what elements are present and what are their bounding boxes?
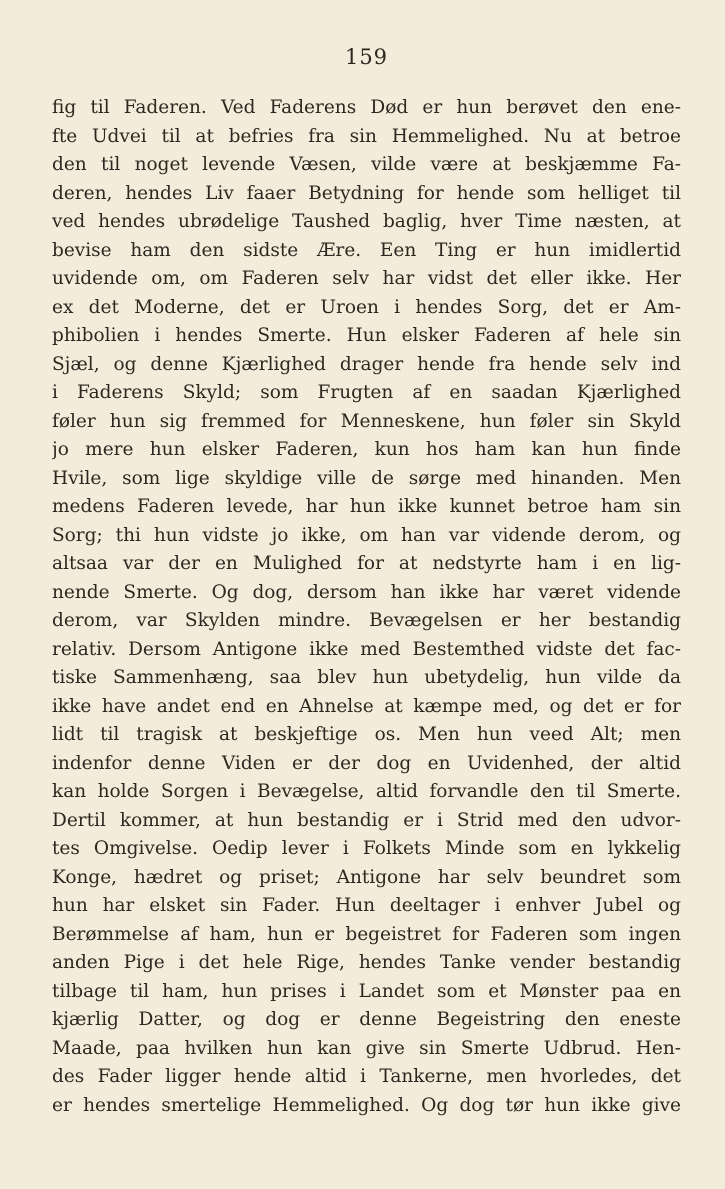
text-line: føler hun sig fremmed for Menneskene, hun føler sin Skyld (52, 410, 681, 432)
text-line: Sjæl, og denne Kjærlighed drager hende fra hende selv ind (52, 353, 681, 375)
text-line: indenfor denne Viden er der dog en Uvidenhed, der altid (52, 752, 681, 774)
text-line: Dertil kommer, at hun bestandig er i Strid med den udvor- (52, 809, 681, 831)
text-line: nende Smerte. Og dog, dersom han ikke har været vidende (52, 581, 681, 603)
text-line: tes Omgivelse. Oedip lever i Folkets Minde som en lykkelig (52, 838, 681, 859)
text-line: Hvile, som lige skyldige ville de sørge med hinanden. Men (52, 467, 681, 489)
text-line: phibolien i hendes Smerte. Hun elsker Faderen af hele sin (52, 325, 681, 346)
text-line: i Faderens Skyld; som Frugten af en saadan Kjærlighed (52, 382, 681, 403)
text-line: medens Faderen levede, har hun ikke kunnet betroe ham sin (52, 496, 681, 517)
text-line: ved hendes ubrødelige Taushed baglig, hver Time næsten, at (52, 211, 681, 232)
text-line: relativ. Dersom Antigone ikke med Bestemthed vidste det fac- (52, 638, 681, 660)
text-line: des Fader ligger hende altid i Tankerne, men hvorledes, det (52, 1066, 681, 1087)
text-line: kan holde Sorgen i Bevægelse, altid forvandle den til Smerte. (52, 781, 681, 802)
text-line: tilbage til ham, hun prises i Landet som et Mønster paa en (52, 980, 681, 1002)
text-line: ikke have andet end en Ahnelse at kæmpe med, og det er for (52, 695, 681, 717)
text-line: fte Udvei til at befries fra sin Hemmelighed. Nu at betroe (52, 125, 681, 147)
text-line: jo mere hun elsker Faderen, kun hos ham kan hun finde (52, 439, 681, 460)
body-text (52, 94, 681, 1120)
text-line: derom, var Skylden mindre. Bevægelsen er her bestandig (52, 610, 681, 631)
text-line: Berømmelse af ham, hun er begeistret for Faderen som ingen (52, 923, 681, 945)
text-line: lidt til tragisk at beskjeftige os. Men hun veed Alt; men (52, 724, 681, 745)
text-line: altsaa var der en Mulighed for at nedstyrte ham i en lig- (52, 553, 681, 574)
page-number: 159 (344, 45, 389, 69)
text-line: deren, hendes Liv faaer Betydning for hende som helliget til (52, 182, 681, 204)
text-line: tiske Sammenhæng, saa blev hun ubetydelig, hun vilde da (52, 667, 681, 688)
text-line: fig til Faderen. Ved Faderens Død er hun berøvet den ene- (52, 97, 681, 118)
text-line: Sorg; thi hun vidste jo ikke, om han var vidende derom, og (52, 524, 681, 546)
text-line: uvidende om, om Faderen selv har vidst det eller ikke. Her (52, 268, 681, 289)
text-line: hun har elsket sin Fader. Hun deeltager i enhver Jubel og (52, 895, 681, 916)
text-line: anden Pige i det hele Rige, hendes Tanke vender bestandig (52, 952, 681, 973)
text-line: ex det Moderne, det er Uroen i hendes Sorg, det er Am- (52, 296, 681, 318)
text-line: kjærlig Datter, og dog er denne Begeistring den eneste (52, 1009, 681, 1030)
text-line: Konge, hædret og priset; Antigone har selv beundret som (52, 866, 681, 888)
text-line: er hendes smertelige Hemmelighed. Og dog tør hun ikke give (52, 1094, 681, 1116)
text-line: Maade, paa hvilken hun kan give sin Smerte Udbrud. Hen- (52, 1037, 681, 1059)
text-line: bevise ham den sidste Ære. Een Ting er hun imidlertid (52, 239, 681, 261)
text-line: den til noget levende Væsen, vilde være at beskjæmme Fa- (52, 154, 681, 175)
